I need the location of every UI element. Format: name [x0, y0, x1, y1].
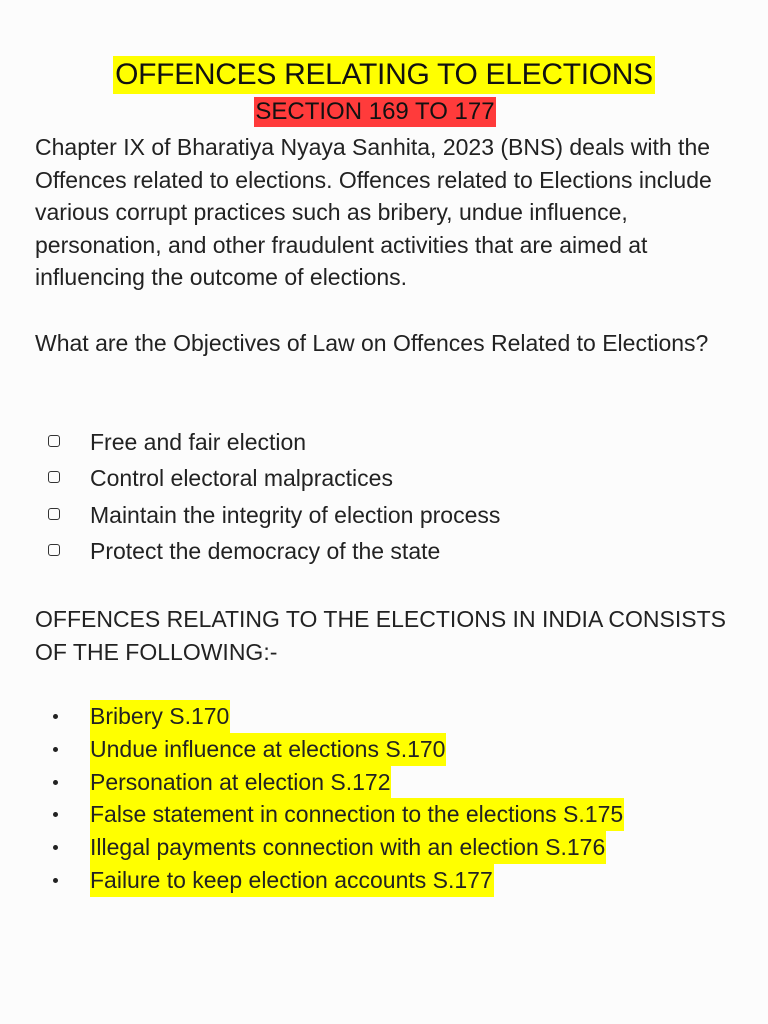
bullet-icon [53, 878, 58, 883]
objectives-question: What are the Objectives of Law on Offences Related to Elections? [35, 330, 709, 356]
bullet-icon [53, 780, 58, 785]
checkbox-icon [48, 471, 60, 483]
offence-text: Illegal payments connection with an election S.176 [90, 831, 606, 864]
checkbox-icon [48, 508, 60, 520]
offence-text: Undue influence at elections S.170 [90, 733, 446, 766]
page-title: OFFENCES RELATING TO ELECTIONS [113, 56, 655, 94]
offence-text: Failure to keep election accounts S.177 [90, 864, 494, 897]
objective-text: Free and fair election [90, 429, 307, 455]
objective-text: Control electoral malpractices [90, 465, 393, 492]
objective-text: Maintain the integrity of election process [90, 501, 501, 528]
bullet-icon [53, 747, 58, 752]
subtitle-row [0, 97, 750, 127]
offence-text: Personation at election S.172 [90, 766, 391, 799]
intro-paragraph: Chapter IX of Bharatiya Nyaya Sanhita, 2023 (BNS) deals with the Offences related to elections. Offences related to Elections include various corrupt practices such as bribery, undue influence, personation, and other fraudulent activities that are aimed at influencing the outcome of elections. [35, 134, 712, 291]
checkbox-icon [48, 544, 60, 556]
title-row [0, 56, 768, 94]
checkbox-icon [48, 435, 60, 447]
bullet-icon [53, 845, 58, 850]
objective-text: Protect the democracy of the state [90, 537, 441, 564]
bullet-icon [53, 812, 58, 817]
offences-heading: OFFENCES RELATING TO THE ELECTIONS IN INDIA CONSISTS OF THE FOLLOWING:- [35, 606, 726, 665]
offence-text: Bribery S.170 [90, 700, 230, 733]
offence-text: False statement in connection to the elections S.175 [90, 798, 624, 831]
bullet-icon [53, 714, 58, 719]
section-subtitle: SECTION 169 TO 177 [255, 98, 495, 125]
